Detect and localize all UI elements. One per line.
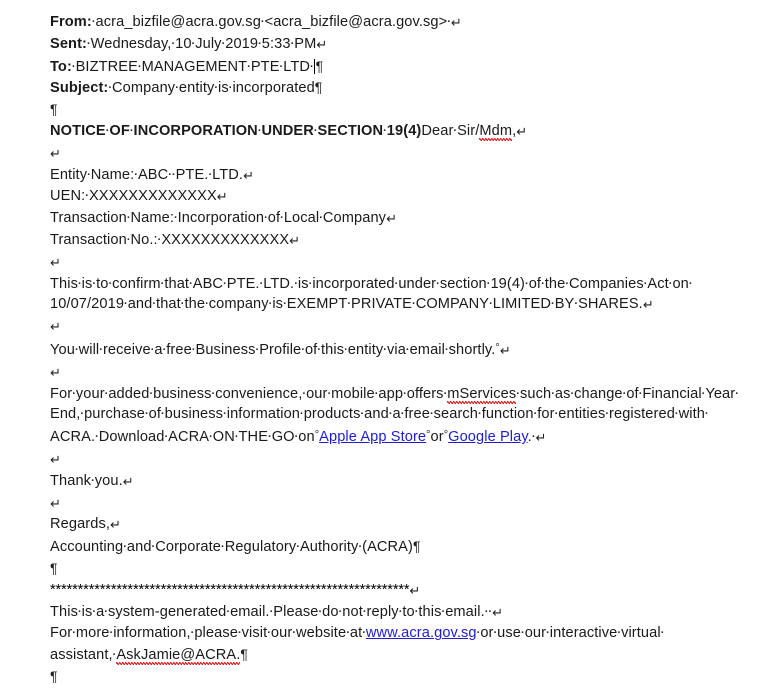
space-mark: · [74, 343, 79, 356]
email-header-from [50, 12, 760, 34]
space-mark: · [443, 387, 448, 400]
space-mark: · [214, 82, 219, 95]
space-mark: · [551, 387, 555, 400]
space-mark: · [157, 233, 162, 246]
space-mark: · [668, 277, 673, 290]
subject-value: Company·entity·is·incorporated [112, 80, 315, 97]
mservices-text-2: End,·purchase·of·business·information·products·and·a·free·search·function·for·entities·registered·with [50, 406, 705, 423]
space-mark: · [317, 343, 321, 356]
space-mark: · [126, 212, 131, 225]
space-mark: · [260, 16, 265, 28]
transaction-no-value: XXXXXXXXXXXXX [161, 231, 290, 248]
space-mark: · [374, 387, 379, 400]
space-mark: · [383, 124, 387, 137]
space-mark: · [296, 541, 300, 554]
space-mark: · [255, 343, 260, 356]
space-mark: · [704, 408, 709, 421]
space-mark: · [189, 277, 193, 290]
mservices-text-b: ·such·as·change·of·Financial·Year [516, 385, 736, 402]
footer-more-info-d: @ACRA. [180, 647, 241, 664]
pilcrow-mark: ¶ [412, 538, 421, 555]
space-mark: · [237, 627, 242, 640]
transaction-no-line [50, 230, 760, 252]
email-header-sent [50, 34, 760, 56]
space-mark: · [643, 277, 648, 290]
space-mark: · [175, 82, 179, 95]
space-mark: · [412, 298, 416, 311]
space-mark: · [171, 37, 176, 50]
space-mark: · [525, 277, 529, 290]
space-mark: · [87, 168, 91, 181]
confirm-paragraph-line-1 [50, 274, 760, 295]
space-mark: · [283, 298, 287, 311]
space-mark: · [77, 605, 82, 618]
space-mark: · [292, 627, 296, 640]
salutation-comma: , [512, 122, 517, 139]
space-mark: · [574, 298, 579, 311]
line-return-mark: ↵ [409, 582, 421, 598]
space-mark: · [91, 16, 96, 28]
space-mark: · [531, 431, 536, 444]
pilcrow-mark: ¶ [315, 57, 324, 74]
pilcrow-mark: ¶ [50, 101, 58, 118]
space-mark: · [149, 387, 154, 400]
space-mark: · [294, 431, 299, 444]
space-mark: · [565, 277, 569, 290]
space-mark: · [489, 298, 493, 311]
space-mark: · [444, 343, 449, 356]
notice-heading: NOTICE·OF·INCORPORATION·UNDER·SECTION·19(4) [50, 122, 422, 139]
space-mark: · [151, 541, 156, 554]
space-mark: · [205, 298, 209, 311]
space-mark: · [209, 431, 213, 444]
footer-more-info-b: ·or·use·our·interactive·virtual [476, 625, 661, 642]
line-return-mark: ↵ [50, 254, 61, 270]
nonbreaking-space-mark: ° [426, 429, 431, 442]
space-mark: · [394, 277, 399, 290]
space-mark: · [150, 343, 155, 356]
space-mark: · [71, 60, 76, 73]
space-mark: · [221, 541, 225, 554]
space-mark: · [521, 627, 525, 640]
regards-text: Regards, [50, 516, 111, 533]
space-mark: · [533, 408, 538, 421]
line-return-mark: ↵ [499, 342, 511, 358]
space-mark: · [190, 627, 195, 640]
space-mark: · [319, 212, 323, 225]
line-return-mark: ↵ [316, 36, 328, 52]
space-mark: · [226, 605, 231, 618]
entity-name-pte: PTE. [175, 166, 209, 183]
footer-system-generated-line [50, 602, 760, 624]
line-return-mark: ↵ [642, 297, 654, 313]
space-mark: · [162, 343, 167, 356]
space-mark: · [617, 627, 622, 640]
space-mark: · [554, 408, 559, 421]
space-mark: · [211, 387, 216, 400]
space-mark: · [160, 408, 165, 421]
space-mark: · [313, 124, 318, 137]
email-header-subject [50, 77, 760, 99]
nonbreaking-space-mark: ° [495, 341, 500, 354]
entity-name-line [50, 165, 760, 187]
uen-value: XXXXXXXXXXXXX [88, 188, 217, 205]
line-return-mark: ↵ [50, 495, 61, 511]
line-return-mark: ↵ [535, 430, 547, 446]
transaction-name-line [50, 208, 760, 230]
space-mark: · [383, 343, 387, 356]
space-mark: · [622, 387, 627, 400]
space-mark: · [302, 387, 307, 400]
uen-line [50, 186, 760, 208]
sent-label: Sent: [50, 35, 87, 52]
space-mark: · [160, 277, 165, 290]
line-return-mark: ↵ [50, 145, 61, 161]
empty-line-return [50, 449, 760, 471]
confirm-paragraph-line-2 [50, 294, 760, 316]
space-mark: · [86, 37, 91, 50]
salutation-sir: Sir/ [457, 122, 480, 139]
sent-value: Wednesday,·10·July·2019·5:33·PM [90, 35, 317, 52]
line-return-mark: ↵ [50, 364, 61, 380]
to-label: To: [50, 58, 72, 75]
space-mark: · [488, 605, 493, 618]
space-mark: · [493, 627, 498, 640]
space-mark: · [290, 37, 295, 50]
salutation-prefix: Dear [421, 122, 454, 139]
space-mark: · [551, 298, 555, 311]
acra-website-link[interactable]: www.acra.gov.sg [365, 625, 477, 642]
space-mark: · [701, 387, 706, 400]
empty-line-return [50, 143, 760, 165]
google-play-link[interactable]: Google Play [448, 429, 528, 446]
mservices-line-1 [50, 384, 760, 405]
mservices-line-2 [50, 404, 760, 425]
apple-app-store-link[interactable]: Apple App Store [319, 429, 427, 446]
pilcrow-mark: ¶ [50, 667, 58, 684]
space-mark: · [308, 277, 313, 290]
space-mark: · [346, 627, 350, 640]
thank-you-line [50, 471, 760, 493]
space-mark: · [109, 627, 114, 640]
transaction-name-label: Transaction·Name: [50, 210, 174, 227]
space-mark: · [91, 474, 95, 487]
space-mark: · [168, 168, 172, 181]
pilcrow-mark: ¶ [240, 646, 248, 663]
confirm-text-1: This·is·to·confirm·that·ABC·PTE.·LTD.·is·incorporated·under·section·19(4)·of·the·Companies·Act·on [50, 275, 689, 292]
space-mark: · [362, 605, 367, 618]
space-mark: · [144, 408, 149, 421]
space-mark: · [310, 60, 314, 73]
spell-error-askjamie [116, 647, 240, 665]
space-mark: · [268, 298, 273, 311]
space-mark: · [129, 124, 134, 137]
line-return-mark: ↵ [386, 211, 397, 227]
space-mark: · [72, 387, 76, 400]
space-mark: · [541, 277, 545, 290]
space-mark: · [137, 60, 142, 73]
space-mark: · [294, 277, 298, 290]
empty-line-return [50, 493, 760, 515]
space-mark: · [85, 190, 89, 203]
space-mark: · [257, 124, 262, 137]
space-mark: · [126, 233, 131, 246]
space-mark: · [134, 168, 138, 181]
line-return-mark: ↵ [492, 604, 503, 620]
space-mark: · [453, 124, 458, 137]
space-mark: · [300, 408, 304, 421]
footer-more-info-c: assistant,· [50, 647, 117, 664]
business-profile-text: You·will·receive·a·free·Business·Profile·of·this·entity·via·email·shortly. [50, 341, 496, 358]
space-mark: · [104, 387, 109, 400]
space-mark: · [398, 605, 403, 618]
line-return-mark: ↵ [243, 167, 254, 183]
notice-heading-line [50, 121, 760, 143]
space-mark: · [95, 431, 99, 444]
transaction-no-label: Transaction·No.: [50, 231, 158, 248]
email-header-to [50, 56, 760, 78]
line-return-mark: ↵ [216, 189, 228, 205]
space-mark: · [180, 298, 185, 311]
empty-paragraph [50, 558, 760, 580]
empty-line-return [50, 252, 760, 274]
transaction-name-value: Incorporation·of·Local·Company [177, 210, 387, 227]
entity-name-ltd: LTD. [212, 166, 244, 183]
space-mark: · [476, 627, 481, 640]
space-mark: · [173, 212, 178, 225]
nonbreaking-space-mark: ° [314, 429, 320, 442]
space-mark: · [318, 605, 323, 618]
space-mark: · [429, 408, 434, 421]
space-mark: · [234, 431, 239, 444]
space-mark: · [327, 387, 332, 400]
divider-asterisks: ***************************************************************** [50, 581, 410, 598]
space-mark: · [191, 343, 196, 356]
subject-label: Subject: [50, 80, 109, 97]
space-mark: · [72, 627, 76, 640]
line-return-mark: ↵ [289, 232, 301, 248]
space-mark: · [112, 649, 117, 662]
pilcrow-mark: ¶ [50, 559, 58, 576]
space-mark: · [486, 277, 491, 290]
space-mark: · [223, 408, 227, 421]
space-mark: · [344, 343, 348, 356]
space-mark: · [268, 431, 272, 444]
space-mark: · [152, 298, 157, 311]
pilcrow-mark: ¶ [314, 79, 323, 96]
space-mark: · [171, 168, 176, 181]
space-mark: · [436, 277, 440, 290]
space-mark: · [546, 627, 550, 640]
line-return-mark: ↵ [122, 473, 134, 489]
space-mark: · [221, 37, 226, 50]
space-mark: · [400, 408, 405, 421]
mservices-text-3c: . [527, 429, 532, 446]
nonbreaking-space-mark: ° [443, 429, 449, 442]
space-mark: · [164, 431, 169, 444]
line-return-mark: ↵ [50, 319, 61, 335]
mservices-line-3 [50, 425, 760, 449]
document-page-body[interactable] [50, 12, 760, 688]
space-mark: · [77, 277, 82, 290]
mservices-text-3b: or [430, 429, 444, 446]
space-mark: · [638, 387, 643, 400]
space-mark: · [247, 60, 251, 73]
space-mark: · [104, 605, 108, 618]
footer-system-generated-text: This·is·a·system-generated·email.·Please·do·not·reply·to·this·email.· [50, 603, 489, 620]
space-mark: · [388, 408, 393, 421]
empty-line-return [50, 316, 760, 338]
space-mark: · [99, 343, 103, 356]
space-mark: · [660, 627, 665, 640]
signature-text: Accounting·and·Corporate·Regulatory·Authority·(ACRA) [50, 539, 413, 556]
space-mark: · [258, 37, 262, 50]
mservices-text-3a: ACRA.·Download·ACRA·ON·THE·GO·on [50, 429, 315, 446]
spell-error-mservices: mServices [447, 385, 517, 402]
footer-more-info-line-2 [50, 644, 760, 666]
space-mark: · [570, 387, 575, 400]
space-mark: · [447, 16, 451, 28]
space-mark: · [269, 605, 274, 618]
business-profile-line [50, 338, 760, 362]
space-mark: · [228, 82, 233, 95]
space-mark: · [516, 387, 520, 400]
space-mark: · [362, 627, 366, 640]
uen-label: UEN: [50, 188, 86, 205]
mservices-text-a: For·your·added·business·convenience,·our·mobile·app·offers· [50, 385, 448, 402]
space-mark: · [108, 277, 113, 290]
space-mark: · [414, 605, 419, 618]
space-mark: · [441, 605, 446, 618]
space-mark: · [735, 387, 739, 400]
space-mark: · [264, 212, 268, 225]
space-mark: · [347, 298, 352, 311]
thank-you-text: Thank [50, 472, 92, 489]
space-mark: · [338, 605, 343, 618]
footer-more-info-a: For·more·information,·please·visit·our·website·at· [50, 625, 366, 642]
space-mark: · [360, 408, 365, 421]
askjamie-text: AskJamie [116, 647, 181, 664]
space-mark: · [301, 343, 305, 356]
line-return-mark: ↵ [110, 517, 121, 533]
empty-paragraph [50, 99, 760, 121]
space-mark: · [405, 343, 410, 356]
space-mark: · [688, 277, 693, 290]
space-mark: · [484, 605, 489, 618]
space-mark: · [280, 212, 284, 225]
spell-error-mdm: Mdm [479, 122, 513, 139]
space-mark: · [208, 168, 213, 181]
to-value: BIZTREE·MANAGEMENT·PTE·LTD [75, 58, 310, 75]
space-mark: · [108, 82, 113, 95]
empty-line-return [50, 362, 760, 384]
regards-line [50, 514, 760, 536]
final-empty-paragraph [50, 666, 760, 688]
space-mark: · [674, 408, 679, 421]
line-return-mark: ↵ [50, 451, 61, 467]
space-mark: · [403, 387, 407, 400]
thank-you-text-2: you. [94, 472, 123, 489]
space-mark: · [605, 408, 610, 421]
line-return-mark: ↵ [450, 15, 462, 30]
space-mark: · [80, 408, 85, 421]
confirm-text-2: 10/07/2019·and·that·the·company·is·EXEMPT·PRIVATE·COMPANY·LIMITED·BY·SHARES. [50, 296, 643, 313]
space-mark: · [358, 541, 363, 554]
space-mark: · [191, 37, 196, 50]
space-mark: · [279, 60, 284, 73]
space-mark: · [92, 277, 97, 290]
space-mark: · [223, 277, 227, 290]
space-mark: · [105, 124, 110, 137]
space-mark: · [92, 605, 97, 618]
line-return-mark: ↵ [516, 123, 528, 139]
from-label: From: [50, 14, 92, 30]
entity-name-label: Entity·Name: [50, 166, 135, 183]
space-mark: · [123, 541, 127, 554]
signature-line [50, 536, 760, 558]
from-value: acra_bizfile@acra.gov.sg·<acra_bizfile@acra.gov.sg> [95, 14, 448, 30]
space-mark: · [267, 627, 271, 640]
space-mark: · [259, 277, 264, 290]
space-mark: · [124, 298, 128, 311]
entity-name-abc: ABC [137, 166, 169, 183]
space-mark: · [478, 408, 482, 421]
footer-divider [50, 580, 760, 602]
